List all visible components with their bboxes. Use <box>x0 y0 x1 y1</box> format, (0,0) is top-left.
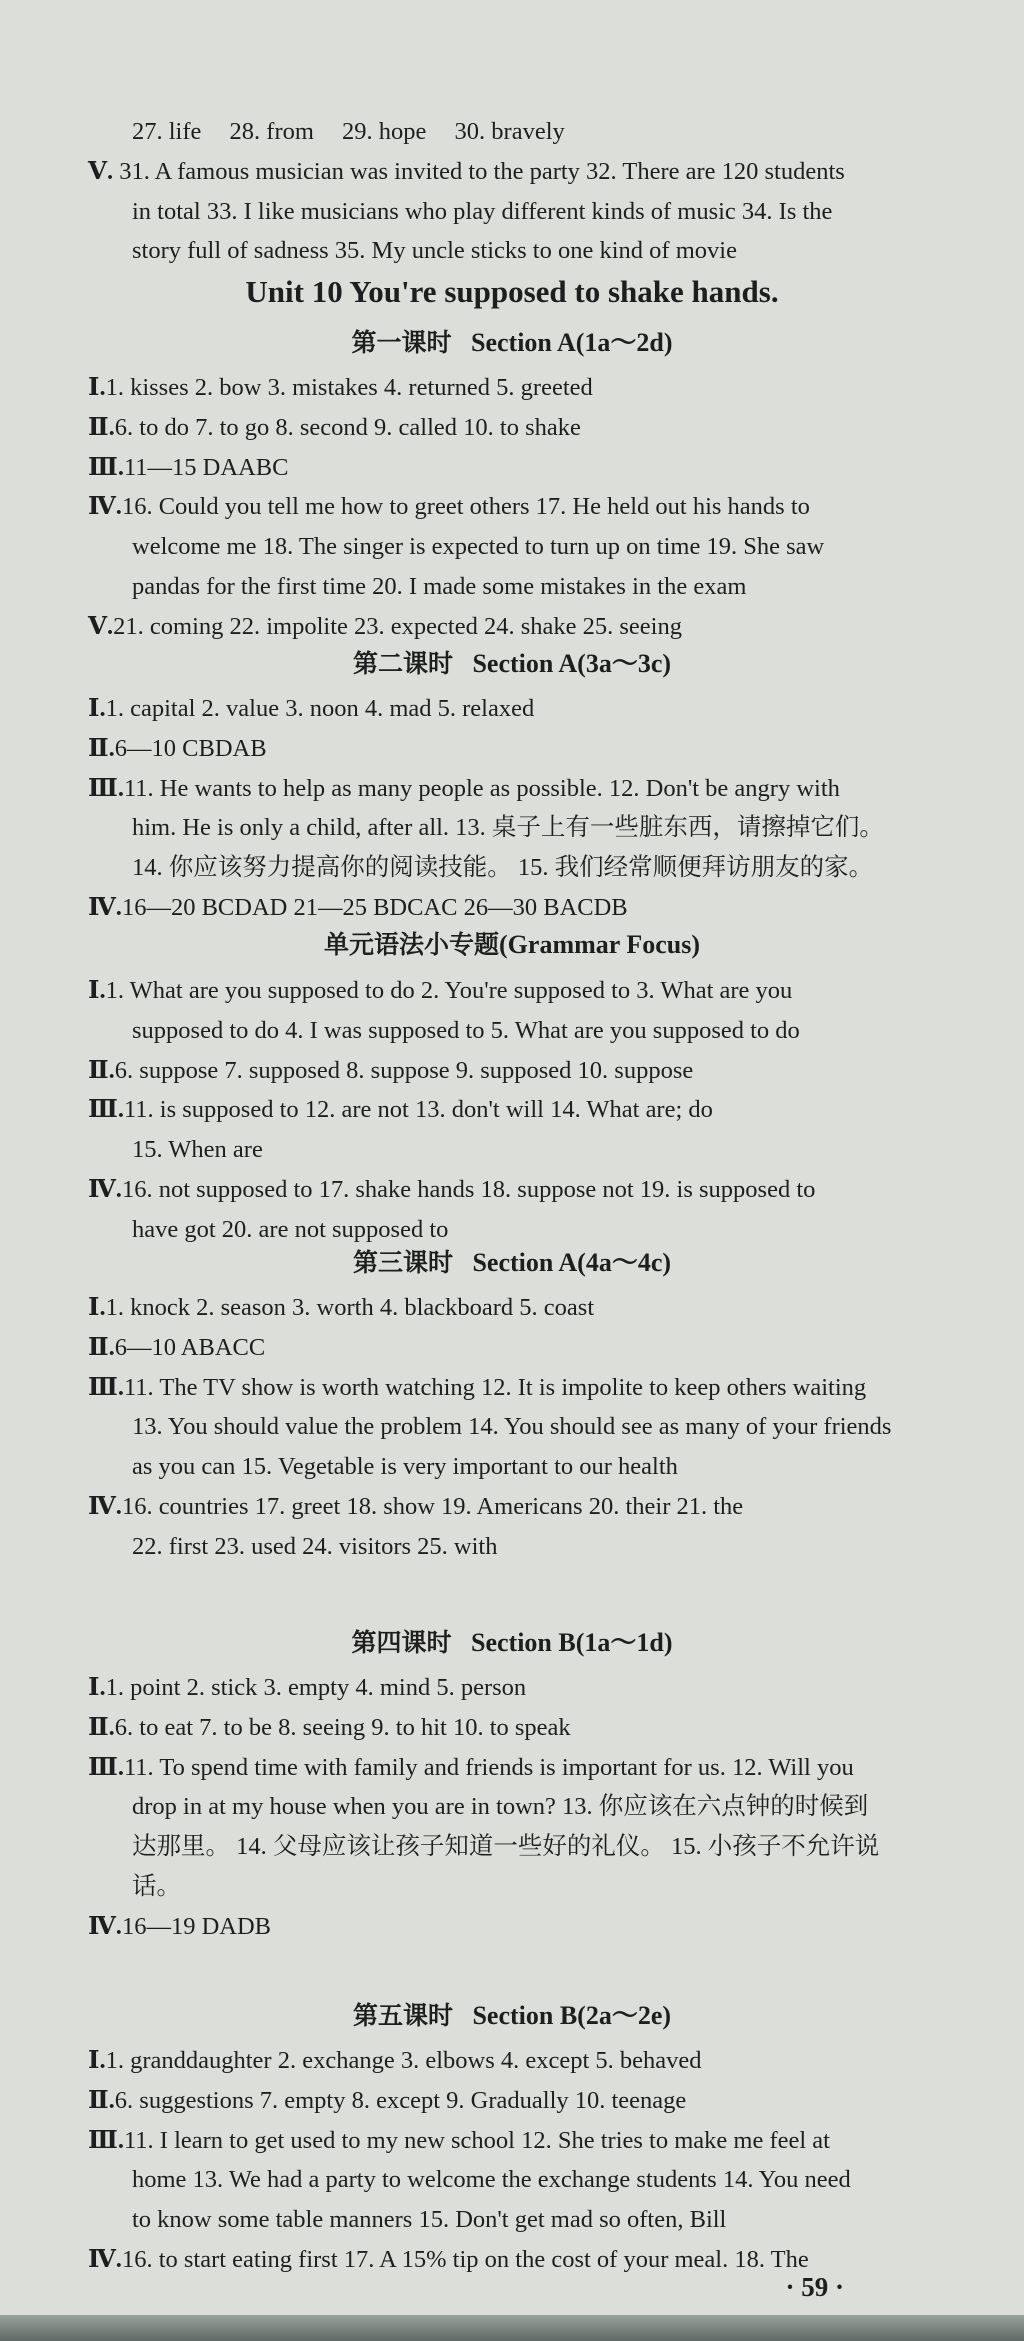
lesson-block-4 <box>0 1288 1024 1567</box>
roman-numeral: Ⅳ. <box>88 2245 122 2273</box>
answer-line <box>0 2121 1024 2161</box>
intro-v-line-1 <box>0 152 1024 192</box>
lesson-title-cn: 单元语法小专题 <box>324 930 500 959</box>
lesson-block-6 <box>0 2041 1024 2280</box>
lesson-title-4 <box>0 1242 1024 1279</box>
roman-numeral: Ⅲ. <box>88 1753 124 1781</box>
answer-text: 话。 <box>132 1872 181 1900</box>
answer-line <box>0 1368 1024 1408</box>
answer-text: 22. first 23. used 24. visitors 25. with <box>132 1532 498 1560</box>
roman-numeral: Ⅰ. <box>88 977 106 1004</box>
answer-text: 31. A famous musician was invited to the party 32. There are 120 students <box>119 157 845 185</box>
lesson-title-1 <box>0 322 1024 359</box>
answer-text: story full of sadness 35. My uncle sticks to one kind of movie <box>132 237 737 265</box>
roman-numeral: Ⅲ. <box>88 453 124 481</box>
lesson-title-6 <box>0 1995 1024 2032</box>
roman-numeral: Ⅰ. <box>88 695 106 722</box>
lesson-title-en: Section A(4a～4c) <box>472 1248 672 1277</box>
answer-line <box>0 1827 1024 1867</box>
title-gap <box>453 2001 473 2030</box>
answer-text: 1. kisses 2. bow 3. mistakes 4. returned 5. greeted <box>105 374 593 401</box>
answer-text: home 13. We had a party to welcome the exchange students 14. You need <box>132 2166 851 2194</box>
answer-line <box>0 2200 1024 2240</box>
answer-30: 30. bravely <box>454 118 565 145</box>
roman-numeral: Ⅱ. <box>88 413 115 441</box>
roman-numeral: Ⅰ. <box>88 1294 106 1321</box>
answer-line <box>0 971 1024 1011</box>
lesson-title-en: (Grammar Focus) <box>499 930 700 959</box>
lesson-title-3 <box>0 925 1024 961</box>
roman-numeral: Ⅱ. <box>88 2086 115 2114</box>
answer-line <box>0 2041 1024 2081</box>
answer-line <box>0 1527 1024 1567</box>
title-gap <box>452 1628 472 1657</box>
roman-numeral: Ⅱ. <box>88 1333 115 1361</box>
answer-text: 16. to start eating first 17. A 15% tip on the cost of your meal. 18. The <box>121 2245 809 2273</box>
lesson-title-cn: 第一课时 <box>351 328 452 357</box>
lesson-title-5 <box>0 1622 1024 1659</box>
roman-numeral: Ⅲ. <box>88 1373 124 1401</box>
roman-numeral: Ⅱ. <box>88 1713 115 1741</box>
answer-line <box>0 527 1024 567</box>
intro-v-line-2 <box>0 192 1024 232</box>
answer-text: 11. To spend time with family and friends is important for us. 12. Will you <box>123 1753 854 1781</box>
answer-text: 16. Could you tell me how to greet others 17. He held out his hands to <box>121 493 810 521</box>
answer-line <box>0 888 1024 928</box>
lesson-title-en: Section A(1a～2d) <box>471 328 673 357</box>
answer-line <box>0 808 1024 848</box>
roman-numeral: Ⅳ. <box>88 493 122 521</box>
page-number: · 59 · <box>785 2272 844 2302</box>
answer-text: him. He is only a child, after all. 13. 桌子上有一些脏东西，请擦掉它们。 <box>132 814 884 842</box>
title-gap <box>452 328 472 357</box>
roman-numeral: Ⅲ. <box>88 2126 124 2154</box>
answer-27: 27. life <box>132 118 202 145</box>
answer-text: 14. 你应该努力提高你的阅读技能。 15. 我们经常顺便拜访朋友的家。 <box>132 854 874 882</box>
answer-text: drop in at my house when you are in town? 13. 你应该在六点钟的时候到 <box>132 1793 869 1821</box>
answer-text: 1. capital 2. value 3. noon 4. mad 5. relaxed <box>105 695 535 722</box>
intro-line-1 <box>0 112 1024 152</box>
answer-text: 6. to do 7. to go 8. second 9. called 10. to shake <box>114 413 581 441</box>
roman-numeral: Ⅱ. <box>88 734 115 762</box>
answer-text: 6—10 ABACC <box>114 1333 266 1361</box>
answer-line <box>0 1288 1024 1328</box>
roman-numeral: Ⅱ. <box>88 1056 115 1084</box>
answer-text: 16. not supposed to 17. shake hands 18. suppose not 19. is supposed to <box>121 1175 816 1203</box>
answer-line <box>0 2081 1024 2121</box>
answer-text: to know some table manners 15. Don't get mad so often, Bill <box>132 2206 727 2234</box>
answer-text: 6. suggestions 7. empty 8. except 9. Gradually 10. teenage <box>114 2086 687 2114</box>
lesson-title-cn: 第四课时 <box>351 1628 452 1657</box>
roman-numeral: Ⅴ. <box>88 157 114 185</box>
answer-line <box>0 848 1024 888</box>
answer-line <box>0 1130 1024 1170</box>
answer-29: 29. hope <box>342 118 427 145</box>
answer-line <box>0 1748 1024 1788</box>
answer-line <box>0 1708 1024 1748</box>
answer-text: 13. You should value the problem 14. You should see as many of your friends <box>132 1413 892 1441</box>
lesson-block-3 <box>0 971 1024 1250</box>
answer-28: 28. from <box>229 118 314 145</box>
lesson-title-2 <box>0 643 1024 680</box>
answer-line <box>0 1867 1024 1907</box>
lesson-title-cn: 第五课时 <box>352 2001 453 2030</box>
answer-line <box>0 2240 1024 2280</box>
answer-line <box>0 1787 1024 1827</box>
roman-numeral: Ⅳ. <box>88 893 122 921</box>
answer-text: 16—19 DADB <box>121 1912 271 1940</box>
answer-text: in total 33. I like musicians who play different kinds of music 34. Is the <box>132 197 833 225</box>
answer-text: 6. to eat 7. to be 8. seeing 9. to hit 10. to speak <box>114 1713 571 1741</box>
lesson-block-5 <box>0 1668 1024 1947</box>
answer-text: 11. The TV show is worth watching 12. It is impolite to keep others waiting <box>123 1373 867 1401</box>
answer-text: 16—20 BCDAD 21—25 BDCAC 26—30 BACDB <box>121 893 628 921</box>
answer-line <box>0 1407 1024 1447</box>
roman-numeral: Ⅲ. <box>88 774 124 802</box>
answer-line <box>0 729 1024 769</box>
answer-text: 1. point 2. stick 3. empty 4. mind 5. person <box>105 1674 527 1701</box>
lesson-title-cn: 第二课时 <box>352 649 453 678</box>
answer-line <box>0 1051 1024 1091</box>
answer-line <box>0 368 1024 408</box>
roman-numeral: Ⅲ. <box>88 1096 124 1124</box>
answer-line <box>0 1170 1024 1210</box>
intro-v-line-3 <box>0 231 1024 271</box>
roman-numeral: Ⅰ. <box>88 374 106 401</box>
answer-text: 16. countries 17. greet 18. show 19. Americans 20. their 21. the <box>121 1492 744 1520</box>
answer-text: 21. coming 22. impolite 23. expected 24. shake 25. seeing <box>113 612 682 640</box>
answer-text: welcome me 18. The singer is expected to turn up on time 19. She saw <box>132 533 825 561</box>
lesson-title-en: Section A(3a～3c) <box>472 649 672 678</box>
answer-line <box>0 1487 1024 1527</box>
answer-text: supposed to do 4. I was supposed to 5. What are you supposed to do <box>132 1016 800 1044</box>
page-edge <box>0 2315 1024 2341</box>
answer-text: 11. is supposed to 12. are not 13. don't will 14. What are; do <box>123 1096 713 1124</box>
lesson-block-1 <box>0 368 1024 647</box>
roman-numeral: Ⅰ. <box>88 1674 106 1701</box>
answer-text: 11. I learn to get used to my new school 12. She tries to make me feel at <box>123 2126 830 2154</box>
answer-text: 1. granddaughter 2. exchange 3. elbows 4. except 5. behaved <box>105 2047 702 2074</box>
roman-numeral: Ⅴ. <box>88 612 114 640</box>
answer-text: 11. He wants to help as many people as possible. 12. Don't be angry with <box>123 774 840 802</box>
answer-line <box>0 607 1024 647</box>
answer-line <box>0 1668 1024 1708</box>
answer-line <box>0 1090 1024 1130</box>
answer-text: 11—15 DAABC <box>123 453 289 481</box>
lesson-title-en: Section B(2a～2e) <box>472 2001 672 2030</box>
answer-line <box>0 567 1024 607</box>
answer-line <box>0 1328 1024 1368</box>
answer-text: 15. When are <box>132 1136 263 1164</box>
answer-text: pandas for the first time 20. I made some mistakes in the exam <box>132 572 747 600</box>
answer-text: 1. knock 2. season 3. worth 4. blackboard 5. coast <box>105 1294 595 1321</box>
answer-text: 6—10 CBDAB <box>114 734 267 762</box>
answer-line <box>0 1447 1024 1487</box>
answer-line <box>0 448 1024 488</box>
answer-text: as you can 15. Vegetable is very important to our health <box>132 1453 678 1481</box>
roman-numeral: Ⅳ. <box>88 1175 122 1203</box>
answer-line <box>0 408 1024 448</box>
answer-line <box>0 487 1024 527</box>
answer-text: 1. What are you supposed to do 2. You're supposed to 3. What are you <box>105 977 793 1004</box>
title-gap <box>453 649 473 678</box>
title-gap <box>453 1248 473 1277</box>
answer-text: 达那里。 14. 父母应该让孩子知道一些好的礼仪。 15. 小孩子不允许说 <box>132 1833 880 1861</box>
answer-line <box>0 769 1024 809</box>
answer-line <box>0 1907 1024 1947</box>
lesson-title-cn: 第三课时 <box>352 1248 453 1277</box>
lesson-block-2 <box>0 689 1024 928</box>
answer-line <box>0 1011 1024 1051</box>
answer-text: 6. suppose 7. supposed 8. suppose 9. supposed 10. suppose <box>114 1056 694 1084</box>
intro-block <box>0 112 1024 271</box>
unit-title: Unit 10 You're supposed to shake hands. <box>245 274 779 309</box>
roman-numeral: Ⅳ. <box>88 1912 122 1940</box>
answer-line <box>0 689 1024 729</box>
roman-numeral: Ⅳ. <box>88 1492 122 1520</box>
lesson-title-en: Section B(1a～1d) <box>471 1628 673 1657</box>
roman-numeral: Ⅰ. <box>88 2047 106 2074</box>
answer-line <box>0 2160 1024 2200</box>
answer-text: have got 20. are not supposed to <box>132 1215 449 1243</box>
